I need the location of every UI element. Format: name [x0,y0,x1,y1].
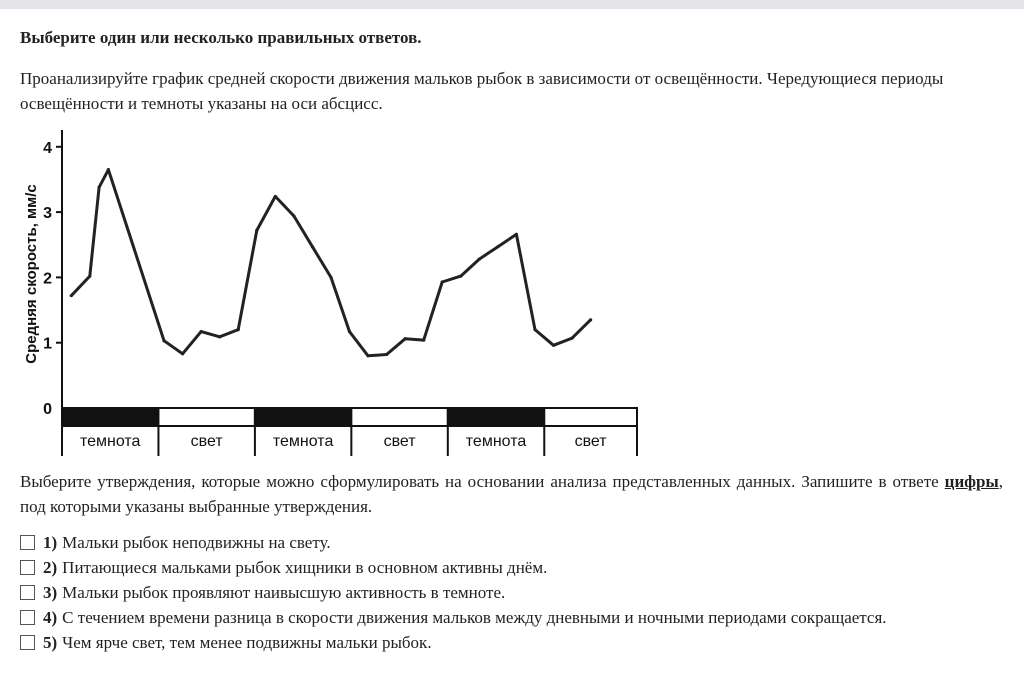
option-number: 1) [43,532,58,552]
answer-option-3[interactable] [20,580,887,605]
task-heading: Выберите один или несколько правильных ответов. [20,28,422,47]
answer-checkbox-4[interactable] [20,610,35,625]
instruction-part2: , под которыми указаны выбранные утверждения. [20,472,1003,516]
y-axis-label: Средняя скорость, мм/с [23,184,40,364]
dark-period-bar [255,408,351,426]
data-point [589,318,592,321]
light-period-bar [544,408,637,426]
data-point [533,328,536,331]
period-label: темнота [465,433,527,450]
data-point [496,245,499,248]
data-point [366,354,369,357]
data-point [274,195,277,198]
answer-checkbox-2[interactable] [20,560,35,575]
data-point [107,168,110,171]
answer-option-1[interactable] [20,530,887,555]
data-point [348,330,351,333]
answer-option-5[interactable] [20,630,887,655]
option-number: 4) [43,607,58,627]
answer-option-4[interactable] [20,605,887,630]
answer-checkbox-1[interactable] [20,535,35,550]
light-period-bar [158,408,254,426]
period-label: темнота [79,433,141,450]
instruction-part1: Выберите утверждения, которые можно сформулировать на основании анализа представленных данных. Запишите в ответе [20,472,945,491]
answer-option-2[interactable] [20,555,887,580]
data-point [70,294,73,297]
option-text: Мальки рыбок проявляют наивысшую активность в темноте. [62,582,506,602]
y-tick-label: 1 [43,335,52,353]
option-text: Мальки рыбок неподвижны на свету. [62,532,331,552]
y-tick-label: 4 [43,139,52,157]
data-point [441,280,444,283]
data-point [292,214,295,217]
instruction-text [20,469,1003,519]
option-text: С течением времени разница в скорости движения мальков между дневными и ночными периодами сокращается. [62,607,887,627]
data-point [404,337,407,340]
data-point [570,337,573,340]
top-bar [0,0,1024,9]
question-text: Проанализируйте график средней скорости движения мальков рыбок в зависимости от освещённости. Чередующиеся периоды освещённости и темноты указаны на оси абсцисс. [20,69,944,113]
data-point [97,186,100,189]
option-number: 3) [43,582,58,602]
speed-chart [14,124,644,459]
y-tick-label: 3 [43,205,52,223]
answer-checkbox-5[interactable] [20,635,35,650]
option-number: 2) [43,557,58,577]
data-point [200,330,203,333]
option-text: Питающиеся мальками рыбок хищники в основном активны днём. [62,557,548,577]
data-point [552,344,555,347]
y-tick-label: 2 [43,270,52,288]
data-point [459,274,462,277]
period-label: свет [574,433,607,450]
answer-checkbox-3[interactable] [20,585,35,600]
dark-period-bar [62,408,158,426]
answer-options [20,530,887,655]
light-period-bar [351,408,447,426]
speed-line [71,170,590,356]
period-label: свет [383,433,416,450]
period-label: свет [190,433,223,450]
data-point [181,352,184,355]
y-tick-label: 0 [43,401,52,418]
dark-period-bar [448,408,544,426]
data-point [162,339,165,342]
option-text: Чем ярче свет, тем менее подвижны мальки рыбок. [62,632,432,652]
data-point [478,258,481,261]
data-point [311,245,314,248]
data-point [515,233,518,236]
period-label: темнота [272,433,334,450]
data-point [255,229,258,232]
data-point [422,338,425,341]
data-point [237,328,240,331]
data-point [385,353,388,356]
data-point [88,274,91,277]
data-point [218,335,221,338]
data-point [329,276,332,279]
instruction-bold: цифры [944,472,999,491]
option-number: 5) [43,632,58,652]
